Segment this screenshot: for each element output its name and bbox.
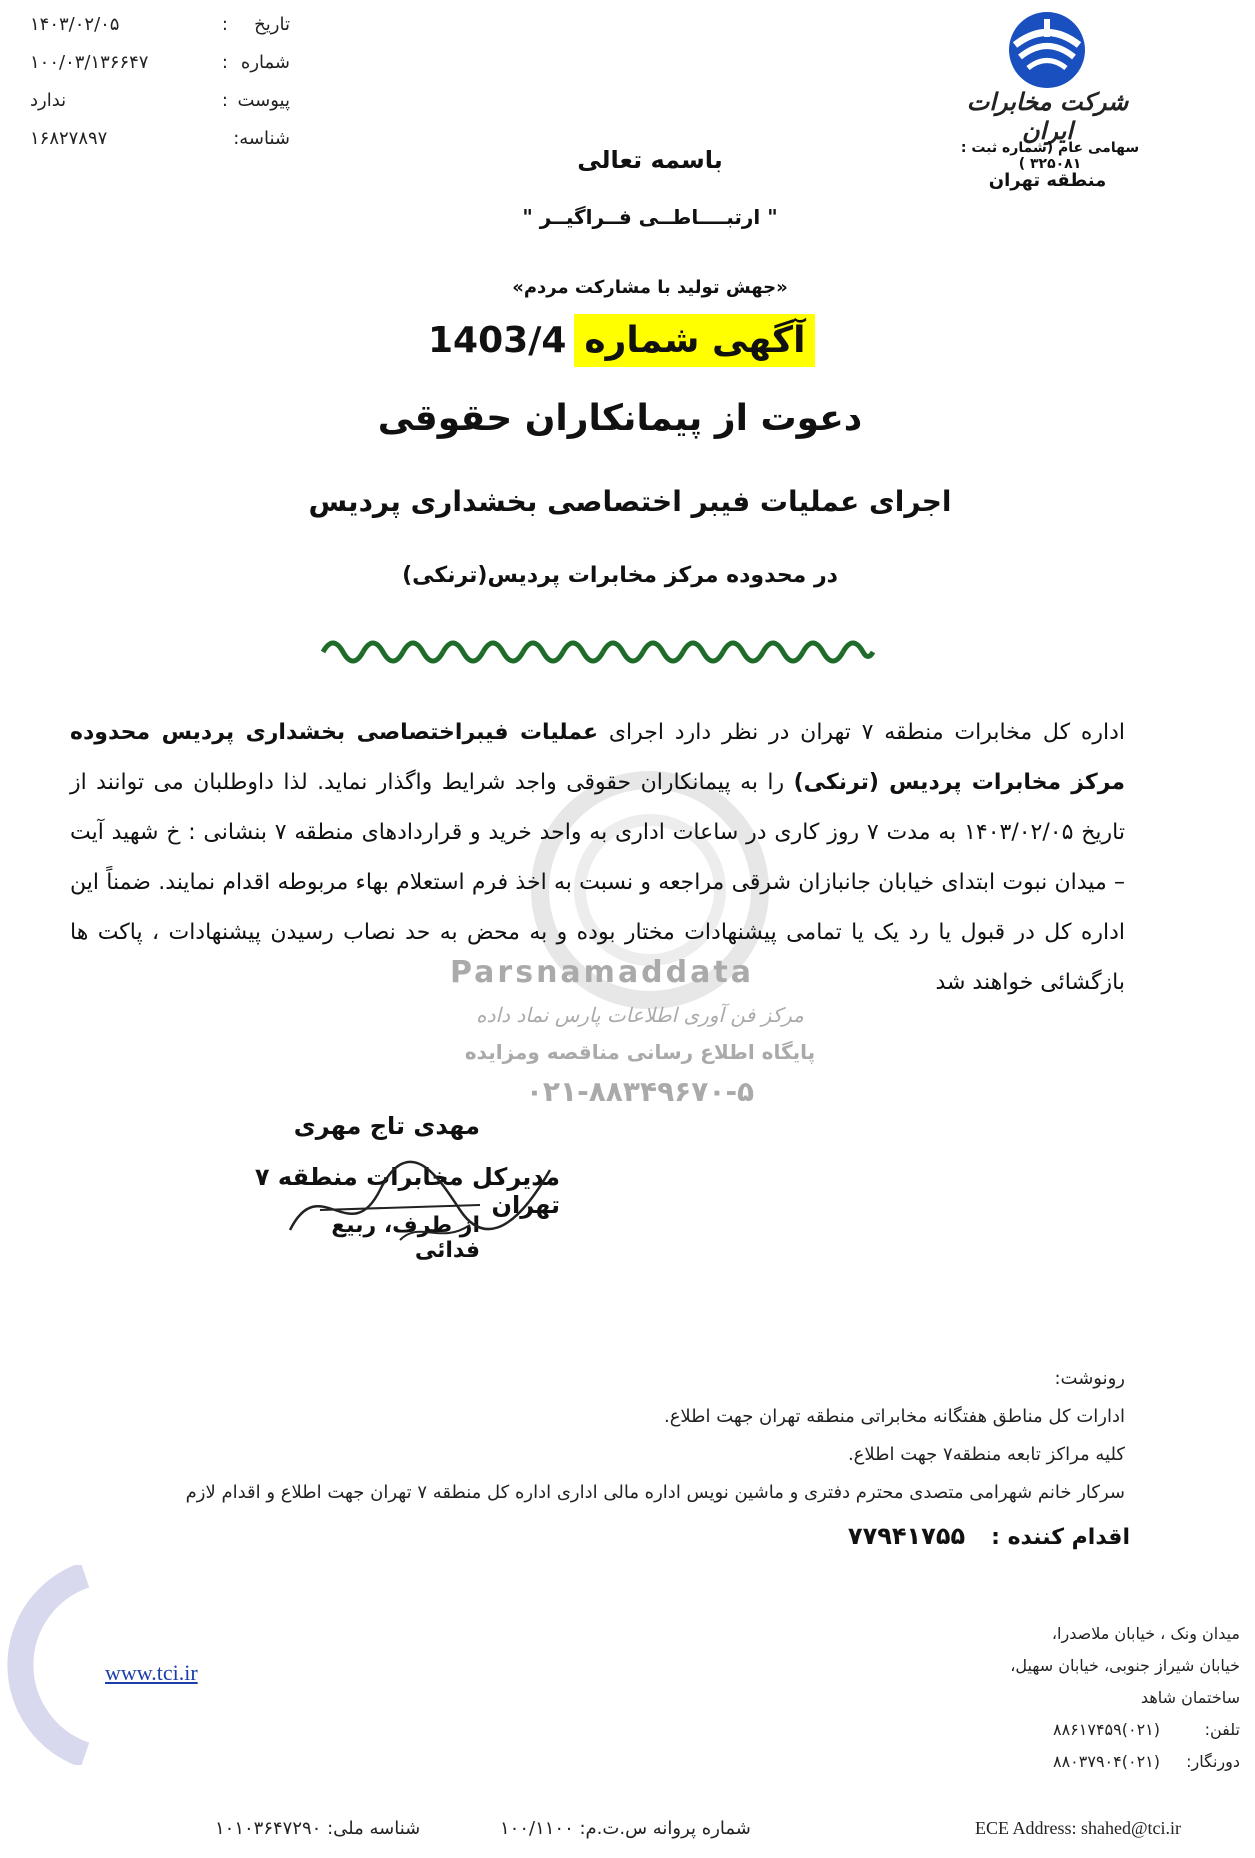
basmala: باسمه تعالی <box>577 146 723 174</box>
attachment-label: پیوست <box>237 90 290 111</box>
meta-id <box>30 128 290 164</box>
fax-label: دورنگار: <box>1186 1752 1240 1771</box>
watermark-brand: Parsnamaddata <box>450 955 754 990</box>
body-text-1: اداره کل مخابرات منطقه ۷ تهران در نظر دارد اجرای <box>598 720 1125 745</box>
phone-line <box>930 1714 1240 1746</box>
number-label: شماره <box>240 52 290 73</box>
body-paragraph <box>70 708 1125 1008</box>
watermark-line1: مرکز فن آوری اطلاعات پارس نماد داده <box>476 1003 804 1027</box>
date-value: ۱۴۰۳/۰۲/۰۵ <box>30 14 120 35</box>
meta-attachment <box>30 90 290 126</box>
address-line: خیابان شیراز جنوبی، خیابان سهیل، <box>1010 1656 1240 1675</box>
attachment-colon: : <box>221 90 228 111</box>
body-text-2: را به پیمانکاران حقوقی واجد شرایط واگذار نماید. لذا داوطلبان می توانند از تاریخ ۱۴۰۳/۰۲/۰۵ به مدت ۷ روز کاری در ساعات اداری به واحد خرید و قراردادهای منطقه ۷ بنشانی : خ شهید آیت – میدان نبوت ابتدای خیابان جانبازان شرقی مراجعه و نسبت به اخذ فرم استعلام بهاء مربوطه اقدام نمایند. ضمناً این اداره کل در قبول یا رد یک یا تمامی پیشنهادات مختار بوده و به محض به حد نصاب رسیدن پیشنهادات ، پاکت ها بازگشائی خواهند شد <box>70 770 1125 995</box>
cc-item: کلیه مراکز تابعه منطقه۷ جهت اطلاع. <box>847 1444 1125 1465</box>
org-name: شرکت مخابرات ایران <box>966 87 1129 145</box>
signer-title: مدیرکل مخابرات منطقه ۷ تهران <box>254 1163 560 1219</box>
notice-title-highlight: آگهی شماره <box>574 314 815 367</box>
attachment-value: ندارد <box>30 90 67 111</box>
id-value: ۱۶۸۲۷۸۹۷ <box>30 128 108 149</box>
action-phone: ۷۷۹۴۱۷۵۵ <box>847 1522 966 1550</box>
signer-behalf: از طرف، ربیع فدائی <box>331 1213 480 1263</box>
footer-license: شماره پروانه س.ت.م: ۱۰۰/۱۱۰۰ <box>500 1818 751 1839</box>
project-area: در محدوده مرکز مخابرات پردیس(ترنکی) <box>402 563 838 588</box>
address-line: میدان ونک ، خیابان ملاصدرا، <box>1051 1624 1240 1643</box>
website-link[interactable]: www.tci.ir <box>105 1660 198 1685</box>
cc-list <box>100 1360 1125 1512</box>
body-text-bold: عملیات فیبراختصاصی بخشداری پردیس محدوده مرکز مخابرات پردیس (ترنکی) <box>70 720 1126 795</box>
number-value: ۱۰۰/۰۳/۱۳۶۶۴۷ <box>30 52 149 73</box>
action-label: اقدام کننده : <box>991 1525 1130 1550</box>
address-block <box>930 1618 1240 1778</box>
tci-logo-icon <box>960 5 1135 90</box>
tel-label: تلفن: <box>1204 1720 1240 1739</box>
ornament-divider <box>318 630 878 674</box>
cc-item: سرکار خانم شهرامی متصدی محترم دفتری و ماشین نویس اداره مالی اداری اداره کل منطقه ۷ تهران جهت اطلاع و اقدام لازم <box>185 1482 1125 1503</box>
corner-arc-decoration <box>0 1565 90 1765</box>
slogan: «جهش تولید با مشارکت مردم» <box>512 277 788 298</box>
fax-value: (۰۲۱)۸۸۰۳۷۹۰۴ <box>1052 1752 1160 1771</box>
footer-ece-address: ECE Address: shahed@tci.ir <box>975 1818 1182 1838</box>
invite-heading: دعوت از پیمانکاران حقوقی <box>377 398 863 439</box>
notice-number: 1403/4 <box>428 320 567 361</box>
company-logo <box>960 5 1140 191</box>
tel-value: (۰۲۱)۸۸۶۱۷۴۵۹ <box>1052 1720 1160 1739</box>
date-colon: : <box>221 14 228 35</box>
address-line: ساختمان شاهد <box>1140 1688 1240 1707</box>
meta-date <box>30 14 290 50</box>
motto: " ارتبــــاطــی فــراگیــر " <box>522 205 778 229</box>
fax-line <box>930 1746 1240 1778</box>
cc-item: ادارات کل مناطق هفتگانه مخابراتی منطقه تهران جهت اطلاع. <box>663 1406 1125 1427</box>
project-title: اجرای عملیات فیبر اختصاصی بخشداری پردیس <box>308 485 952 518</box>
cc-heading: رونوشت: <box>1054 1368 1125 1389</box>
registration-line: سهامی عام (شماره ثبت : ۳۲۵۰۸۱ ) <box>960 140 1140 172</box>
notice-title <box>420 320 815 388</box>
region-name: منطقه تهران <box>988 170 1107 191</box>
signer-name: مهدی تاج مهری <box>293 1112 480 1140</box>
watermark-phone: ۰۲۱-۸۸۳۴۹۶۷۰-۵ <box>525 1075 755 1108</box>
number-colon: : <box>221 52 228 73</box>
footer-national-id: شناسه ملی: ۱۰۱۰۳۶۴۷۲۹۰ <box>215 1818 421 1839</box>
watermark-line2: پایگاه اطلاع رسانی مناقصه ومزایده <box>464 1040 816 1064</box>
id-label: شناسه: <box>233 128 290 149</box>
date-label: تاریخ <box>254 14 290 35</box>
handwritten-signature <box>280 1150 560 1260</box>
meta-number <box>30 52 290 88</box>
action-by <box>840 1522 1130 1550</box>
